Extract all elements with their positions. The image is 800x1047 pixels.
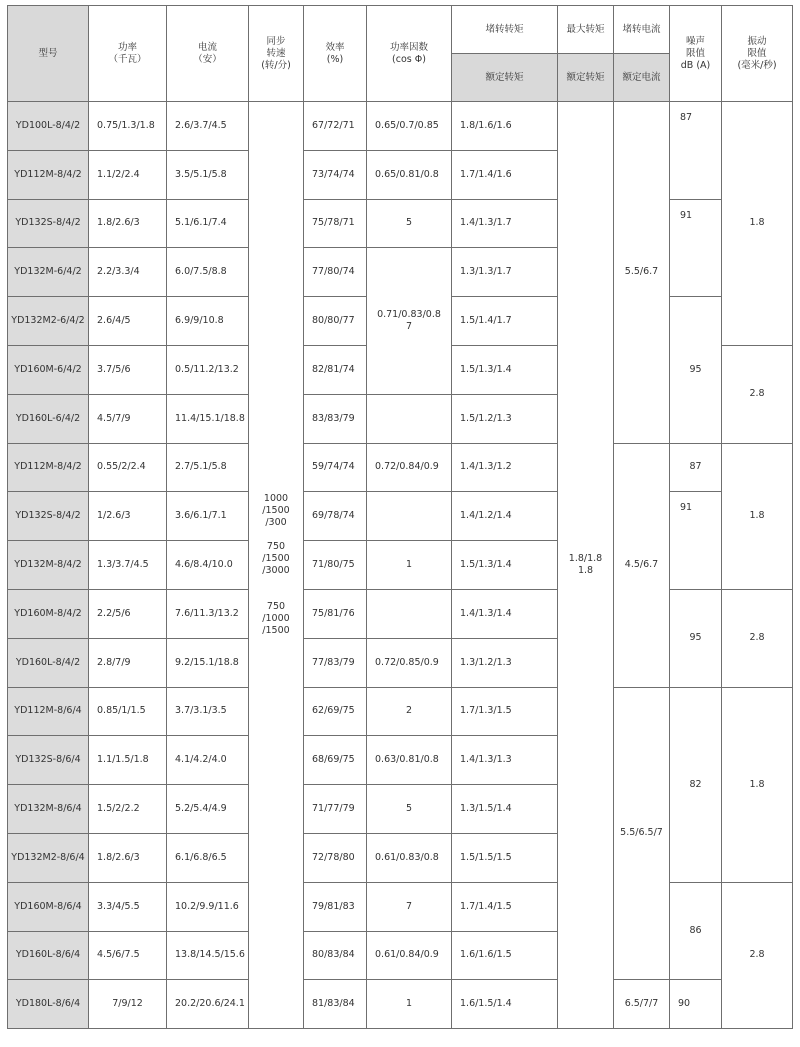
model-cell: YD132M-8/4/2 — [8, 541, 89, 590]
model-cell: YD160M-6/4/2 — [8, 345, 89, 394]
power-cell: 3.3/4/5.5 — [89, 882, 167, 931]
model-cell: YD160M-8/4/2 — [8, 589, 89, 638]
pf-cell — [367, 394, 452, 443]
current-cell: 0.5/11.2/13.2 — [167, 345, 249, 394]
current-cell: 13.8/14.5/15.6 — [167, 931, 249, 980]
torque-cell: 1.4/1.3/1.7 — [452, 199, 558, 248]
current-cell: 3.7/3.1/3.5 — [167, 687, 249, 736]
header-vibration: 振动 限值 (毫米/秒) — [722, 6, 793, 102]
header-speed: 同步 转速 (转/分) — [249, 6, 304, 102]
table-row — [8, 443, 793, 492]
noise-cell: 95 — [670, 589, 722, 687]
power-cell: 2.6/4/5 — [89, 297, 167, 346]
power-cell: 4.5/7/9 — [89, 394, 167, 443]
current-cell: 11.4/15.1/18.8 — [167, 394, 249, 443]
header-power-factor: 功率因数 (cos Φ) — [367, 6, 452, 102]
pf-cell: 0.61/0.84/0.9 — [367, 931, 452, 980]
header-rated-torque-1: 额定转矩 — [452, 54, 558, 102]
power-cell: 1.5/2/2.2 — [89, 785, 167, 834]
power-cell: 1.8/2.6/3 — [89, 199, 167, 248]
current-cell: 10.2/9.9/11.6 — [167, 882, 249, 931]
current-cell: 7.6/11.3/13.2 — [167, 589, 249, 638]
current-cell: 20.2/20.6/24.1 — [167, 980, 249, 1029]
torque-cell: 1.5/1.2/1.3 — [452, 394, 558, 443]
pf-cell: 2 — [367, 687, 452, 736]
model-cell: YD132S-8/4/2 — [8, 199, 89, 248]
torque-cell: 1.8/1.6/1.6 — [452, 102, 558, 151]
model-cell: YD160L-8/4/2 — [8, 638, 89, 687]
header-locked-torque: 堵转转矩 — [452, 6, 558, 54]
pf-cell: 0.61/0.83/0.8 — [367, 833, 452, 882]
pf-cell: 0.63/0.81/0.8 — [367, 736, 452, 785]
efficiency-cell: 80/83/84 — [304, 931, 367, 980]
efficiency-cell: 62/69/75 — [304, 687, 367, 736]
model-cell: YD180L-8/6/4 — [8, 980, 89, 1029]
torque-cell: 1.7/1.4/1.6 — [452, 150, 558, 199]
pf-cell: 0.65/0.7/0.85 — [367, 102, 452, 151]
power-cell: 1.1/1.5/1.8 — [89, 736, 167, 785]
current-cell: 9.2/15.1/18.8 — [167, 638, 249, 687]
header-max-torque: 最大转矩 — [558, 6, 614, 54]
table-row — [8, 102, 793, 151]
current-cell: 2.6/3.7/4.5 — [167, 102, 249, 151]
model-cell: YD160L-6/4/2 — [8, 394, 89, 443]
torque-cell: 1.7/1.4/1.5 — [452, 882, 558, 931]
torque-cell: 1.5/1.3/1.4 — [452, 345, 558, 394]
model-cell: YD112M-8/4/2 — [8, 150, 89, 199]
efficiency-cell: 77/80/74 — [304, 248, 367, 297]
model-cell: YD112M-8/4/2 — [8, 443, 89, 492]
vibration-cell: 1.8 — [722, 687, 793, 882]
noise-cell: 91 — [670, 199, 722, 297]
vibration-cell: 2.8 — [722, 882, 793, 1028]
current-cell: 6.9/9/10.8 — [167, 297, 249, 346]
locked-current-cell: 6.5/7/7 — [614, 980, 670, 1029]
power-cell: 0.75/1.3/1.8 — [89, 102, 167, 151]
efficiency-cell: 73/74/74 — [304, 150, 367, 199]
pf-cell — [367, 492, 452, 541]
header-rated-torque-2: 额定转矩 — [558, 54, 614, 102]
header-rated-current: 额定电流 — [614, 54, 670, 102]
torque-cell: 1.4/1.3/1.3 — [452, 736, 558, 785]
torque-cell: 1.4/1.3/1.2 — [452, 443, 558, 492]
current-cell: 6.1/6.8/6.5 — [167, 833, 249, 882]
model-cell: YD132S-8/4/2 — [8, 492, 89, 541]
max-torque-merged-cell: 1.8/1.8 1.8 — [558, 102, 614, 1029]
pf-cell: 1 — [367, 980, 452, 1029]
table-row — [8, 980, 793, 1029]
current-cell: 5.2/5.4/4.9 — [167, 785, 249, 834]
efficiency-cell: 72/78/80 — [304, 833, 367, 882]
model-cell: YD160M-8/6/4 — [8, 882, 89, 931]
torque-cell: 1.4/1.3/1.4 — [452, 589, 558, 638]
table-row — [8, 882, 793, 931]
power-cell: 3.7/5/6 — [89, 345, 167, 394]
pf-cell: 1 — [367, 541, 452, 590]
vibration-cell: 2.8 — [722, 345, 793, 443]
torque-cell: 1.3/1.5/1.4 — [452, 785, 558, 834]
efficiency-cell: 59/74/74 — [304, 443, 367, 492]
noise-cell: 86 — [670, 882, 722, 980]
torque-cell: 1.4/1.2/1.4 — [452, 492, 558, 541]
efficiency-cell: 80/80/77 — [304, 297, 367, 346]
power-cell: 4.5/6/7.5 — [89, 931, 167, 980]
locked-current-cell: 5.5/6.5/7 — [614, 687, 670, 980]
power-cell: 0.85/1/1.5 — [89, 687, 167, 736]
efficiency-cell: 67/72/71 — [304, 102, 367, 151]
pf-merged-cell: 0.71/0.83/0.8 7 — [367, 248, 452, 394]
table-row — [8, 589, 793, 638]
power-cell: 1/2.6/3 — [89, 492, 167, 541]
model-cell: YD132M-8/6/4 — [8, 785, 89, 834]
efficiency-cell: 79/81/83 — [304, 882, 367, 931]
table-row — [8, 199, 793, 248]
speed-merged-cell: 1000 /1500 /300 750 /1500 /3000 750 /1000 /1500 — [249, 102, 304, 1029]
efficiency-cell: 69/78/74 — [304, 492, 367, 541]
power-cell: 2.8/7/9 — [89, 638, 167, 687]
model-cell: YD100L-8/4/2 — [8, 102, 89, 151]
header-model: 型号 — [8, 6, 89, 102]
current-cell: 4.1/4.2/4.0 — [167, 736, 249, 785]
noise-cell: 90 — [670, 980, 722, 1029]
vibration-cell: 2.8 — [722, 589, 793, 687]
efficiency-cell: 75/78/71 — [304, 199, 367, 248]
efficiency-cell: 82/81/74 — [304, 345, 367, 394]
efficiency-cell: 75/81/76 — [304, 589, 367, 638]
power-cell: 2.2/5/6 — [89, 589, 167, 638]
torque-cell: 1.3/1.2/1.3 — [452, 638, 558, 687]
torque-cell: 1.6/1.6/1.5 — [452, 931, 558, 980]
pf-cell: 0.65/0.81/0.8 — [367, 150, 452, 199]
pf-cell: 5 — [367, 199, 452, 248]
model-cell: YD112M-8/6/4 — [8, 687, 89, 736]
efficiency-cell: 71/77/79 — [304, 785, 367, 834]
header-efficiency: 效率 (%) — [304, 6, 367, 102]
noise-cell: 82 — [670, 687, 722, 882]
current-cell: 4.6/8.4/10.0 — [167, 541, 249, 590]
power-cell: 1.1/2/2.4 — [89, 150, 167, 199]
current-cell: 3.5/5.1/5.8 — [167, 150, 249, 199]
header-locked-current: 堵转电流 — [614, 6, 670, 54]
efficiency-cell: 81/83/84 — [304, 980, 367, 1029]
power-cell: 1.8/2.6/3 — [89, 833, 167, 882]
header-noise: 噪声 限值 dB (A) — [670, 6, 722, 102]
current-cell: 3.6/6.1/7.1 — [167, 492, 249, 541]
model-cell: YD132M2-8/6/4 — [8, 833, 89, 882]
efficiency-cell: 71/80/75 — [304, 541, 367, 590]
power-cell: 7/9/12 — [89, 980, 167, 1029]
efficiency-cell: 68/69/75 — [304, 736, 367, 785]
power-cell: 1.3/3.7/4.5 — [89, 541, 167, 590]
header-power: 功率 （千瓦） — [89, 6, 167, 102]
torque-cell: 1.5/1.4/1.7 — [452, 297, 558, 346]
power-cell: 0.55/2/2.4 — [89, 443, 167, 492]
vibration-cell: 1.8 — [722, 443, 793, 589]
pf-cell: 5 — [367, 785, 452, 834]
model-cell: YD132M-6/4/2 — [8, 248, 89, 297]
torque-cell: 1.5/1.3/1.4 — [452, 541, 558, 590]
torque-cell: 1.7/1.3/1.5 — [452, 687, 558, 736]
efficiency-cell: 77/83/79 — [304, 638, 367, 687]
vibration-cell: 1.8 — [722, 102, 793, 346]
model-cell: YD132S-8/6/4 — [8, 736, 89, 785]
motor-spec-table — [7, 5, 793, 1029]
table-row — [8, 687, 793, 736]
current-cell: 2.7/5.1/5.8 — [167, 443, 249, 492]
pf-cell — [367, 589, 452, 638]
header-current: 电流 （安） — [167, 6, 249, 102]
noise-cell: 95 — [670, 297, 722, 443]
locked-current-cell: 4.5/6.7 — [614, 443, 670, 687]
noise-cell: 91 — [670, 492, 722, 590]
noise-cell: 87 — [670, 443, 722, 492]
pf-cell: 7 — [367, 882, 452, 931]
model-cell: YD160L-8/6/4 — [8, 931, 89, 980]
torque-cell: 1.3/1.3/1.7 — [452, 248, 558, 297]
model-cell: YD132M2-6/4/2 — [8, 297, 89, 346]
power-cell: 2.2/3.3/4 — [89, 248, 167, 297]
pf-cell: 0.72/0.85/0.9 — [367, 638, 452, 687]
torque-cell: 1.6/1.5/1.4 — [452, 980, 558, 1029]
efficiency-cell: 83/83/79 — [304, 394, 367, 443]
torque-cell: 1.5/1.5/1.5 — [452, 833, 558, 882]
pf-cell: 0.72/0.84/0.9 — [367, 443, 452, 492]
table-row — [8, 492, 793, 541]
locked-current-cell: 5.5/6.7 — [614, 102, 670, 444]
current-cell: 6.0/7.5/8.8 — [167, 248, 249, 297]
current-cell: 5.1/6.1/7.4 — [167, 199, 249, 248]
noise-cell: 87 — [670, 102, 722, 200]
